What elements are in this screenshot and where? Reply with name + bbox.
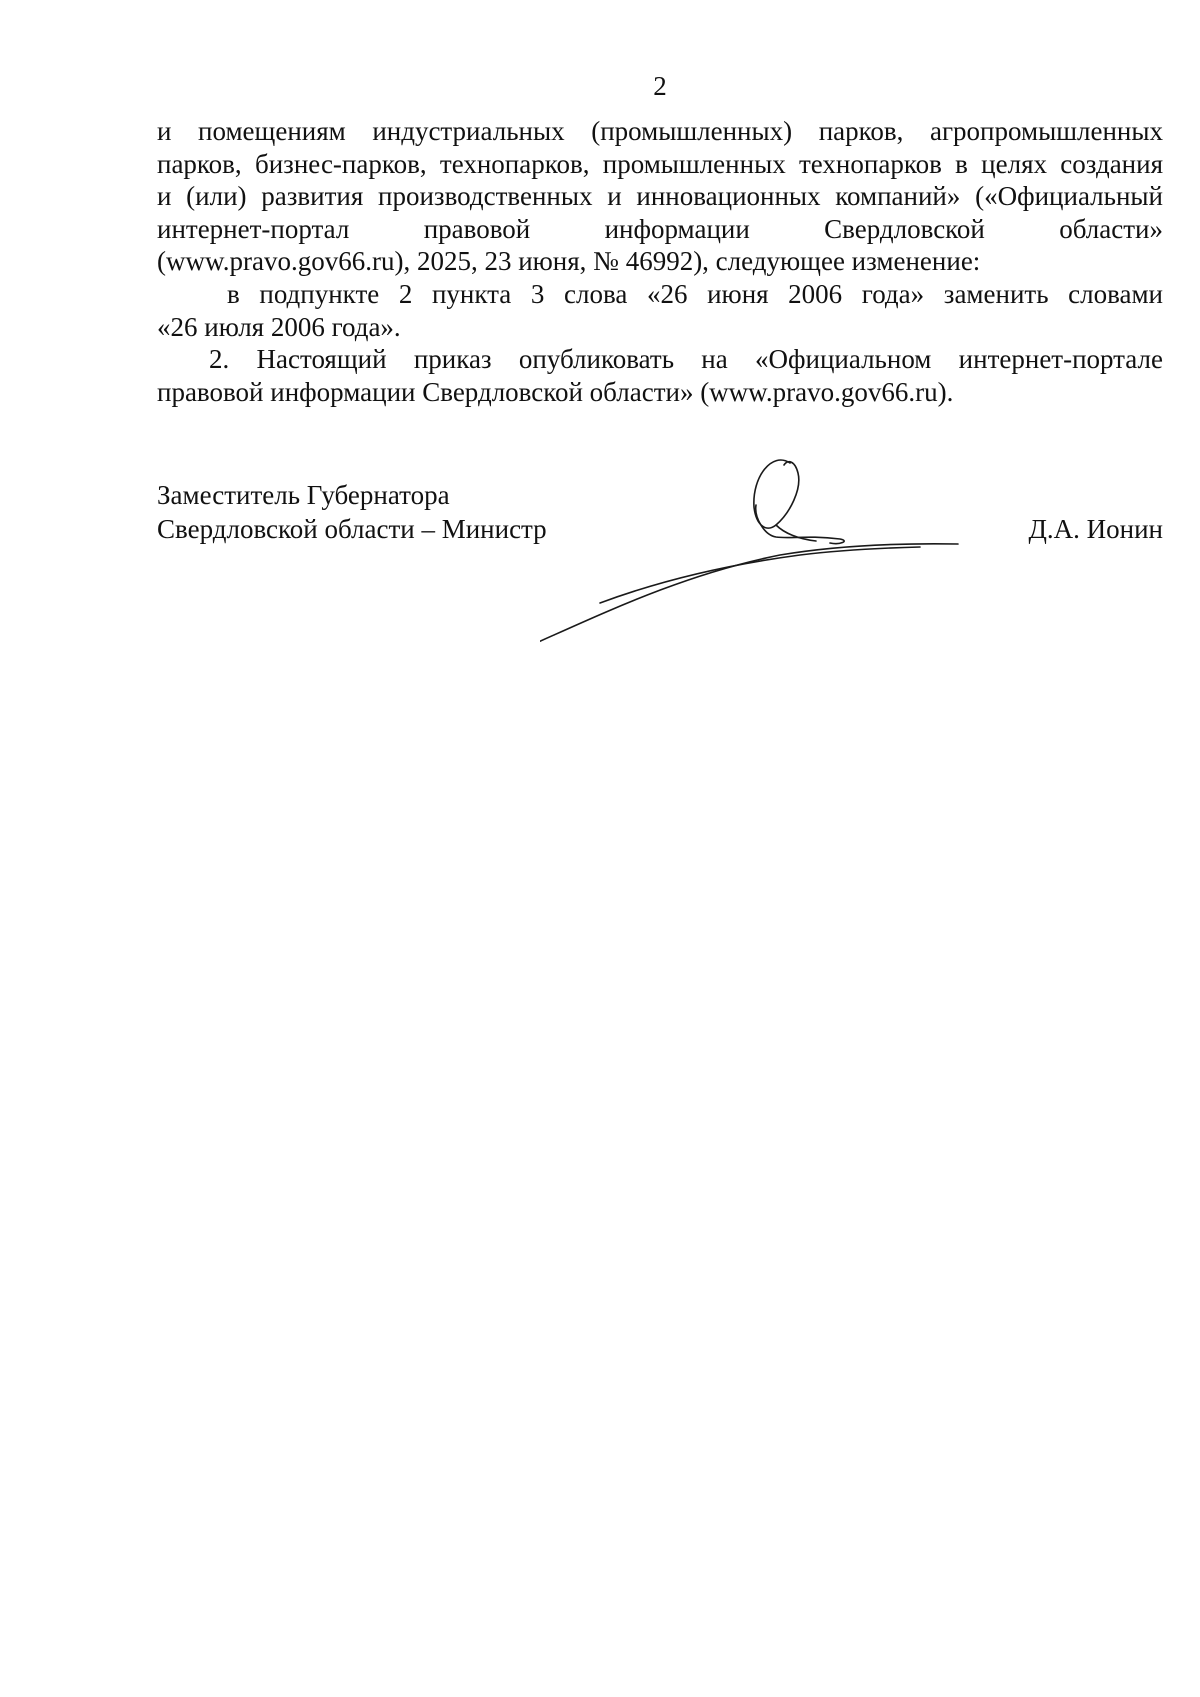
text-line: интернет-портал правовой информации Свердловской области» — [157, 213, 1163, 244]
signatory-position — [157, 478, 547, 546]
paragraph-amendment — [157, 278, 1163, 343]
signatory-name: Д.А. Ионин — [1028, 514, 1163, 544]
handwritten-signature — [540, 455, 960, 655]
text-line: парков, бизнес-парков, технопарков, промышленных технопарков в целях создания — [157, 148, 1163, 179]
text-line: и помещениям индустриальных (промышленных) парков, агропромышленных — [157, 116, 1163, 146]
text-line: и (или) развития производственных и инновационных компаний» («Официальный — [157, 181, 1163, 212]
paragraph-publication — [157, 343, 1163, 408]
paragraph-amendment-context — [157, 115, 1163, 278]
document-body — [157, 115, 1163, 408]
text-line: правовой информации Свердловской области» (www.pravo.gov66.ru). — [157, 376, 954, 407]
signatory-position-line: Заместитель Губернатора — [157, 480, 450, 510]
text-line: «26 июля 2006 года». — [157, 311, 401, 342]
page-number: 2 — [653, 71, 667, 101]
signatory-position-line: Свердловской области – Министр — [157, 514, 547, 544]
text-line: 2. Настоящий приказ опубликовать на «Официальном интернет-портале — [209, 344, 1163, 375]
text-line: (www.pravo.gov66.ru), 2025, 23 июня, № 46992), следующее изменение: — [157, 246, 981, 277]
text-line: в подпункте 2 пункта 3 слова «26 июня 2006 года» заменить словами — [227, 278, 1163, 309]
